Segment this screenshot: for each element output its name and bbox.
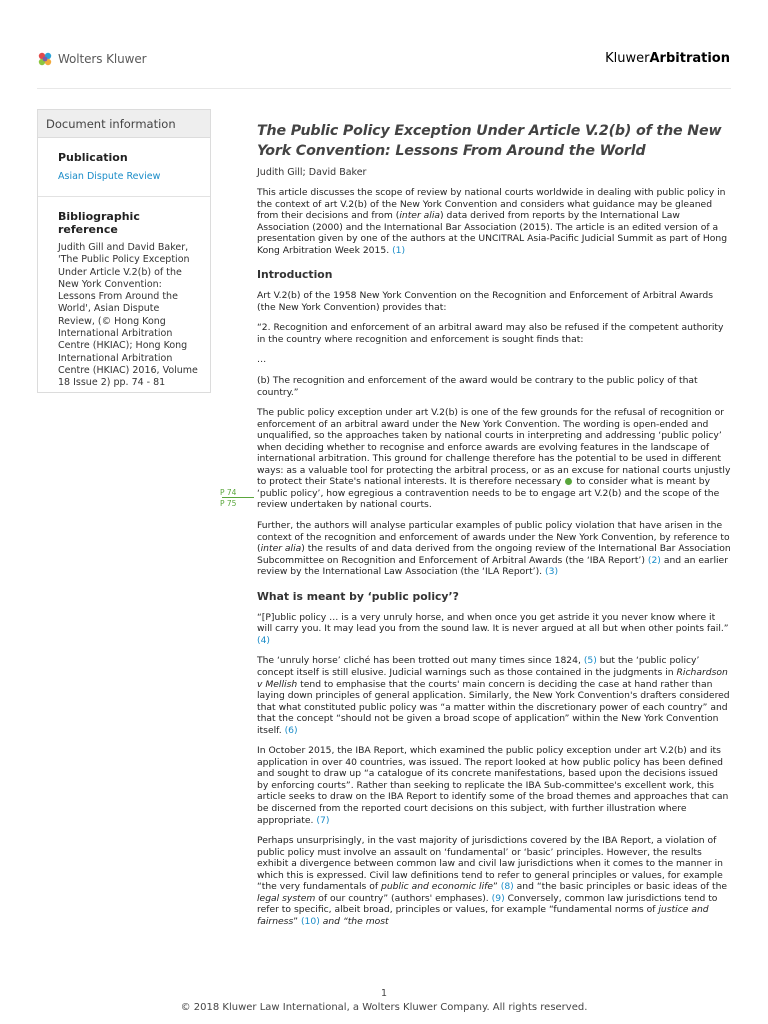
footnote-link-2[interactable]: (2) — [647, 554, 661, 566]
article-body — [257, 121, 731, 927]
quote-ellipsis: … — [257, 354, 267, 366]
intro-paragraph: Art V.2(b) of the 1958 New York Convention on the Recognition and Enforcement of Arbitral Awards (the New York Convention) provides that: — [257, 290, 714, 313]
sidebar-divider — [38, 196, 210, 197]
unruly-horse-paragraph: The ‘unruly horse’ cliché has been trotted out many times since 1824, (5) but the ‘public policy’ concept itself is still elusive. Judicial warnings such as those contained in the judgments in Richardson v Mellish tend to emphasise that the courts' main concern is deciding the case at hand rather than laying down principles of general application. Similarly, the New York Convention's drafters considered that what constituted public policy was “a matter within the discretionary power of each country” and that the concept “should not be given a broad scope of application” within the New York Convention itself. (6) — [257, 655, 730, 736]
abstract-paragraph: This article discusses the scope of review by national courts worldwide in dealing with public policy in the context of art V.2(b) of the New York Convention and considers what guidance may be gleaned from their decisions and from (inter alia) data derived from reports by the International Law Association (2000) and the International Bar Association (2015). The article is an edited version of a presentation given by one of the authors at the UNCITRAL Asia-Pacific Judicial Summit as part of Hong Kong Arbitration Week 2015. (1) — [257, 187, 728, 256]
kluwer-arbitration-brand[interactable] — [605, 51, 730, 66]
inter-alia-italic: inter alia — [399, 210, 441, 222]
heading-public-policy: What is meant by ‘public policy’? — [257, 589, 459, 603]
footnote-link-8[interactable]: (8) — [500, 881, 514, 893]
publication-section — [38, 151, 210, 182]
brand-suffix: Arbitration — [649, 51, 730, 66]
publication-link[interactable]: Asian Dispute Review — [58, 171, 161, 182]
bibliographic-section — [38, 210, 210, 390]
divergence-paragraph: Perhaps unsurprisingly, in the vast majority of jurisdictions covered by the IBA Report, a violation of public policy must involve an assault on ‘fundamental’ or ‘basic’ principles. However, the results exhibit a divergence between common law and civil law jurisdictions when it comes to the manner in which this is expressed. Civil law definitions tend to refer to general principles or values, for example “the very fundamentals of public and economic life” (8) and “the basic principles or basic ideas of the legal system of our country” (authors' emphases). (9) Conversely, common law jurisdictions tend to refer to specific, albeit broad, principles or values, for example “fundamental norms of justice and fairness” (10) and “the most — [257, 835, 728, 927]
document-information-heading: Document information — [38, 110, 210, 138]
bibliographic-title: Bibliographic reference — [58, 210, 140, 236]
brand-prefix: Kluwer — [605, 51, 650, 66]
footnote-link-7[interactable]: (7) — [316, 814, 330, 826]
bibliographic-reference: Judith Gill and David Baker, 'The Public Policy Exception Under Article V.2(b) of the New York Convention: Lessons From Around the World', Asian Dispute Review, (© Hong Kong International Arbitration Centre (HKIAC); Hong Kong International Arbitration Centre (HKIAC) 2016, Volume 18 Issue 2) pp. 74 - 81 — [58, 242, 198, 389]
heading-introduction: Introduction — [257, 268, 333, 282]
horse-quote-paragraph: “[P]ublic policy … is a very unruly horse, and when once you get astride it you never know where it will carry you. It may lead you from the sound law. It is never argued at all but when other points fail.” (4) — [257, 611, 729, 646]
page-break-icon — [565, 478, 572, 485]
iba-report-paragraph: In October 2015, the IBA Report, which examined the public policy exception under art V.2(b) and its application in over 40 countries, was issued. The report looked at how public policy has been defined and sought to draw up “a catalogue of its concrete manifestations, based upon the decisions issued by enforcing courts”. Rather than seeking to replicate the IBA Sub-committee's excellent work, this article seeks to draw on the IBA Report to identify some of the broad themes and approaches that can be discerned from the reported court decisions on this subject, with further illustration where appropriate. (7) — [257, 745, 729, 826]
footnote-link-4[interactable]: (4) — [257, 634, 271, 646]
copyright-notice: © 2018 Kluwer Law International, a Wolters Kluwer Company. All rights reserved. — [180, 1002, 588, 1013]
publisher-logo-text: Wolters Kluwer — [58, 52, 147, 66]
header — [0, 0, 768, 80]
article-authors: Judith Gill; David Baker — [257, 167, 367, 178]
publication-title: Publication — [58, 151, 128, 164]
header-divider — [37, 88, 731, 89]
further-paragraph: Further, the authors will analyse particular examples of public policy violation that have arisen in the context of the recognition and enforcement of awards under the New York Convention, by reference to (inter alia) the results of and data derived from the ongoing review of the International Bar Association Subcommittee on Recognition and Enforcement of Arbitral Awards (the ‘IBA Report’) (2) and an earlier review by the International Law Association (the ‘ILA Report’). (3) — [257, 520, 731, 578]
footnote-link-9[interactable]: (9) — [491, 892, 505, 904]
exception-paragraph: The public policy exception under art V.2(b) is one of the few grounds for the refusal of recognition or enforcement of an arbitral award under the New York Convention. The wording is open-ended and unqualified, so the approaches taken by national courts in interpreting and addressing ‘public policy’ when deciding whether to recognise and enforce awards are evolving features in the landscape of international arbitration. This ground for challenge therefore has the potential to be used in different ways: as a valuable tool for protecting the arbitral process, or as an excuse for national courts unjustly to protect their State's national interests. It is therefore necessary to consider what is meant by ‘public policy’, how egregious a contravention needs to be to engage art V.2(b) and the scope of the review undertaken by national courts. — [257, 407, 731, 511]
publisher-logo[interactable] — [37, 51, 146, 67]
footnote-link-5[interactable]: (5) — [583, 655, 597, 667]
article-title: The Public Policy Exception Under Article V.2(b) of the New York Convention: Lessons From Around the World — [257, 123, 722, 159]
page-number: 1 — [380, 988, 388, 999]
footnote-link-3[interactable]: (3) — [545, 566, 559, 578]
quote-paragraph-2: (b) The recognition and enforcement of the award would be contrary to the public policy of that country.” — [257, 375, 698, 398]
inter-alia-italic: inter alia — [260, 543, 302, 555]
page-marker-75: P 75 — [220, 499, 237, 508]
footnote-link-10[interactable]: (10) — [300, 915, 320, 927]
footnote-link-6[interactable]: (6) — [284, 724, 298, 736]
footnote-link-1[interactable]: (1) — [392, 244, 406, 256]
document-information-panel — [37, 109, 211, 393]
page-marker-74: P 74 — [220, 488, 237, 497]
page-marker-line — [222, 497, 254, 498]
quote-paragraph-1: “2. Recognition and enforcement of an arbitral award may also be refused if the competent authority in the country where recognition and enforcement is sought finds that: — [257, 322, 724, 345]
wolters-kluwer-logo-icon — [37, 51, 53, 67]
